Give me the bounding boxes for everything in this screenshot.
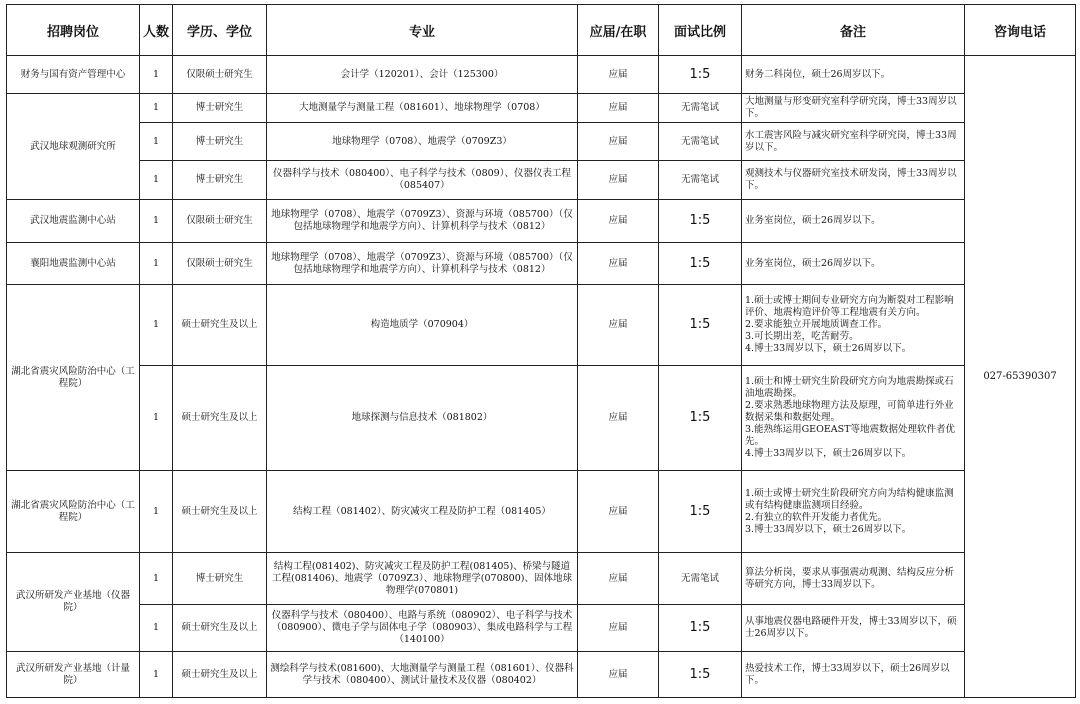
post-cell: 湖北省震灾风险防治中心（工程院） xyxy=(7,471,140,553)
education-cell: 博士研究生 xyxy=(173,161,267,200)
education-cell: 仅限硕士研究生 xyxy=(173,56,267,94)
post-cell: 武汉地震监测中心站 xyxy=(7,200,140,243)
table-row xyxy=(7,553,1076,605)
status-cell: 应届 xyxy=(578,553,659,605)
note-cell: 从事地震仪器电路硬件开发，博士33周岁以下，硕士26周岁以下。 xyxy=(742,605,965,652)
status-cell: 应届 xyxy=(578,161,659,200)
table-row xyxy=(7,471,1076,553)
header-post: 招聘岗位 xyxy=(7,5,140,56)
post-cell: 财务与国有资产管理中心 xyxy=(7,56,140,94)
ratio-cell: 无需笔试 xyxy=(659,161,742,200)
note-cell: 1.硕士和博士研究生阶段研究方向为地震勘探或石油地震勘探。 2.要求熟悉地球物理方法及原理，可简单进行外业数据采集和数据处理。 3.能熟练运用GEOEAST等地震数据处理软件者优先。 4.博士33周岁以下，硕士26周岁以下。 xyxy=(742,366,965,471)
note-cell: 1.硕士或博士期间专业研究方向为断裂对工程影响评价、地震构造评价等工程地震有关方向。 2.要求能独立开展地质调查工作。 3.可长期出差，吃苦耐劳。 4.博士33周岁以下，硕士26周岁以下。 xyxy=(742,285,965,366)
count-cell: 1 xyxy=(140,652,173,698)
status-cell: 应届 xyxy=(578,605,659,652)
ratio-cell: 1:5 xyxy=(659,366,742,471)
major-cell: 仪器科学与技术（080400）、电子科学与技术（0809）、仪器仪表工程 （085407） xyxy=(267,161,578,200)
count-cell: 1 xyxy=(140,285,173,366)
count-cell: 1 xyxy=(140,56,173,94)
table-row xyxy=(7,123,1076,161)
post-cell: 武汉地球观测研究所 xyxy=(7,94,140,200)
ratio-cell: 无需笔试 xyxy=(659,123,742,161)
note-cell: 热爱技术工作，博士33周岁以下，硕士26周岁以下。 xyxy=(742,652,965,698)
major-cell: 会计学（120201）、会计（125300） xyxy=(267,56,578,94)
table-row xyxy=(7,94,1076,123)
status-cell: 应届 xyxy=(578,94,659,123)
major-cell: 结构工程（081402）、防灾减灾工程及防护工程（081405） xyxy=(267,471,578,553)
note-cell: 水工震害风险与减灾研究室科学研究岗，博士33周岁以下。 xyxy=(742,123,965,161)
major-cell: 大地测量学与测量工程（081601）、地球物理学（0708） xyxy=(267,94,578,123)
status-cell: 应届 xyxy=(578,366,659,471)
header-row xyxy=(7,5,1076,56)
count-cell: 1 xyxy=(140,123,173,161)
education-cell: 博士研究生 xyxy=(173,123,267,161)
education-cell: 博士研究生 xyxy=(173,94,267,123)
table-row xyxy=(7,285,1076,366)
ratio-cell: 1:5 xyxy=(659,285,742,366)
note-cell: 算法分析岗，要求从事强震动观测、结构反应分析等研究方向，博士33周岁以下。 xyxy=(742,553,965,605)
header-note: 备注 xyxy=(742,5,965,56)
count-cell: 1 xyxy=(140,605,173,652)
note-cell: 业务室岗位，硕士26周岁以下。 xyxy=(742,243,965,285)
phone-cell: 027-65390307 xyxy=(965,56,1076,698)
recruitment-table xyxy=(6,4,1076,698)
education-cell: 仅限硕士研究生 xyxy=(173,243,267,285)
count-cell: 1 xyxy=(140,366,173,471)
education-cell: 硕士研究生及以上 xyxy=(173,605,267,652)
education-cell: 仅限硕士研究生 xyxy=(173,200,267,243)
ratio-cell: 1:5 xyxy=(659,56,742,94)
note-cell: 财务二科岗位，硕士26周岁以下。 xyxy=(742,56,965,94)
table-row xyxy=(7,366,1076,471)
count-cell: 1 xyxy=(140,94,173,123)
major-cell: 地球物理学（0708）、地震学（0709Z3）、资源与环境（085700）（仅包括地球物理学和地震学方向）、计算机科学与技术（0812） xyxy=(267,243,578,285)
major-cell: 地球物理学（0708）、地震学（0709Z3）、资源与环境（085700）（仅包括地球物理学和地震学方向）、计算机科学与技术（0812） xyxy=(267,200,578,243)
ratio-cell: 1:5 xyxy=(659,200,742,243)
header-status: 应届/在职 xyxy=(578,5,659,56)
major-cell: 地球物理学（0708）、地震学（0709Z3） xyxy=(267,123,578,161)
major-cell: 测绘科学与技术(081600)、大地测量学与测量工程（081601）、仪器科学与技术（080400）、测试计量技术及仪器（080402） xyxy=(267,652,578,698)
header-count: 人数 xyxy=(140,5,173,56)
education-cell: 硕士研究生及以上 xyxy=(173,285,267,366)
count-cell: 1 xyxy=(140,200,173,243)
header-major: 专业 xyxy=(267,5,578,56)
post-cell: 武汉所研发产业基地（仪器院） xyxy=(7,553,140,652)
status-cell: 应届 xyxy=(578,243,659,285)
post-cell: 武汉所研发产业基地（计量院） xyxy=(7,652,140,698)
header-ratio: 面试比例 xyxy=(659,5,742,56)
count-cell: 1 xyxy=(140,471,173,553)
status-cell: 应届 xyxy=(578,652,659,698)
count-cell: 1 xyxy=(140,243,173,285)
post-cell: 襄阳地震监测中心站 xyxy=(7,243,140,285)
status-cell: 应届 xyxy=(578,471,659,553)
ratio-cell: 1:5 xyxy=(659,605,742,652)
ratio-cell: 1:5 xyxy=(659,652,742,698)
education-cell: 硕士研究生及以上 xyxy=(173,366,267,471)
education-cell: 硕士研究生及以上 xyxy=(173,471,267,553)
post-cell: 湖北省震灾风险防治中心（工程院） xyxy=(7,285,140,471)
count-cell: 1 xyxy=(140,553,173,605)
status-cell: 应届 xyxy=(578,123,659,161)
major-cell: 地球探测与信息技术（081802） xyxy=(267,366,578,471)
ratio-cell: 无需笔试 xyxy=(659,94,742,123)
education-cell: 硕士研究生及以上 xyxy=(173,652,267,698)
note-cell: 1.硕士或博士研究生阶段研究方向为结构健康监测或有结构健康监测项目经验。 2.有独立的软件开发能力者优先。 3.博士33周岁以下，硕士26周岁以下。 xyxy=(742,471,965,553)
header-education: 学历、学位 xyxy=(173,5,267,56)
ratio-cell: 无需笔试 xyxy=(659,553,742,605)
note-cell: 业务室岗位，硕士26周岁以下。 xyxy=(742,200,965,243)
table-row xyxy=(7,200,1076,243)
count-cell: 1 xyxy=(140,161,173,200)
ratio-cell: 1:5 xyxy=(659,471,742,553)
table-row xyxy=(7,161,1076,200)
note-cell: 观测技术与仪器研究室技术研发岗，博士33周岁以下。 xyxy=(742,161,965,200)
table-row xyxy=(7,243,1076,285)
education-cell: 博士研究生 xyxy=(173,553,267,605)
note-cell: 大地测量与形变研究室科学研究岗，博士33周岁以下。 xyxy=(742,94,965,123)
major-cell: 构造地质学（070904） xyxy=(267,285,578,366)
header-phone: 咨询电话 xyxy=(965,5,1076,56)
major-cell: 仪器科学与技术（080400）、电路与系统（080902）、电子科学与技术（080900）、微电子学与固体电子学（080903）、集成电路科学与工程（140100） xyxy=(267,605,578,652)
status-cell: 应届 xyxy=(578,56,659,94)
status-cell: 应届 xyxy=(578,200,659,243)
status-cell: 应届 xyxy=(578,285,659,366)
table-row xyxy=(7,605,1076,652)
table-row xyxy=(7,56,1076,94)
ratio-cell: 1:5 xyxy=(659,243,742,285)
major-cell: 结构工程(081402)、防灾减灾工程及防护工程(081405)、桥梁与隧道工程(081406)、地震学（0709Z3）、地球物理学(070800)、固体地球物理学(070801) xyxy=(267,553,578,605)
table-row xyxy=(7,652,1076,698)
